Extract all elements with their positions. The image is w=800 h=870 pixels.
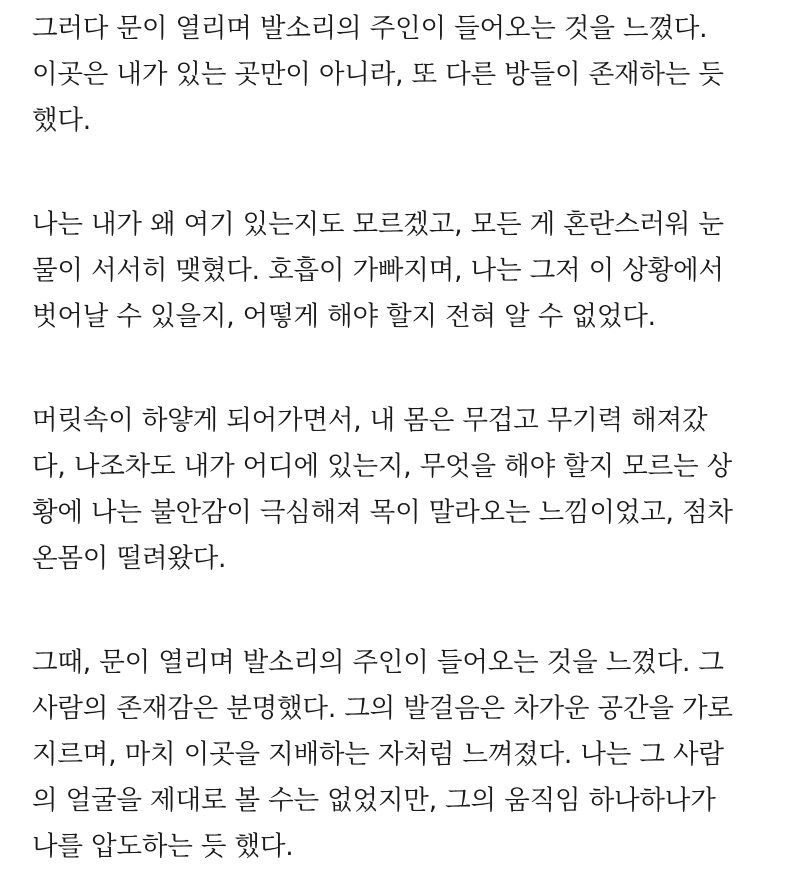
text-line: 그러다 문이 열리며 발소리의 주인이 들어오는 것을 느꼈다. xyxy=(32,13,708,44)
text-line: 물이 서서히 맺혔다. 호흡이 가빠지며, 나는 그저 이 상황에서 xyxy=(32,255,724,286)
text-line: 머릿속이 하얗게 되어가면서, 내 몸은 무겁고 무기력 해져갔 xyxy=(32,405,708,436)
paragraph-4 xyxy=(32,640,782,870)
text-line: 지르며, 마치 이곳을 지배하는 자처럼 느껴졌다. 나는 그 사람 xyxy=(32,739,724,770)
text-line: 의 얼굴을 제대로 볼 수는 없었지만, 그의 움직임 하나하나가 xyxy=(32,785,716,816)
paragraph-3 xyxy=(32,398,782,582)
text-line: 사람의 존재감은 분명했다. 그의 발걸음은 차가운 공간을 가로 xyxy=(32,693,733,724)
paragraph-gap xyxy=(32,340,782,398)
paragraph-gap xyxy=(32,144,782,202)
text-line: 나는 내가 왜 여기 있는지도 모르겠고, 모든 게 혼란스러워 눈 xyxy=(32,209,724,240)
text-line: 온몸이 떨려왔다. xyxy=(32,543,227,574)
text-line: 나를 압도하는 듯 했다. xyxy=(32,831,294,862)
text-line: 그때, 문이 열리며 발소리의 주인이 들어오는 것을 느꼈다. 그 xyxy=(32,647,724,678)
paragraph-gap xyxy=(32,582,782,640)
text-line: 했다. xyxy=(32,105,92,136)
paragraph-1 xyxy=(32,6,782,144)
text-line: 이곳은 내가 있는 곳만이 아니라, 또 다른 방들이 존재하는 듯 xyxy=(32,59,724,90)
text-line: 다, 나조차도 내가 어디에 있는지, 무엇을 해야 할지 모르는 상 xyxy=(32,451,733,482)
paragraph-2 xyxy=(32,202,782,340)
text-line: 황에 나는 불안감이 극심해져 목이 말라오는 느낌이었고, 점차 xyxy=(32,497,733,528)
text-line: 벗어날 수 있을지, 어떻게 해야 할지 전혀 알 수 없었다. xyxy=(32,301,656,332)
document-body xyxy=(32,6,782,870)
